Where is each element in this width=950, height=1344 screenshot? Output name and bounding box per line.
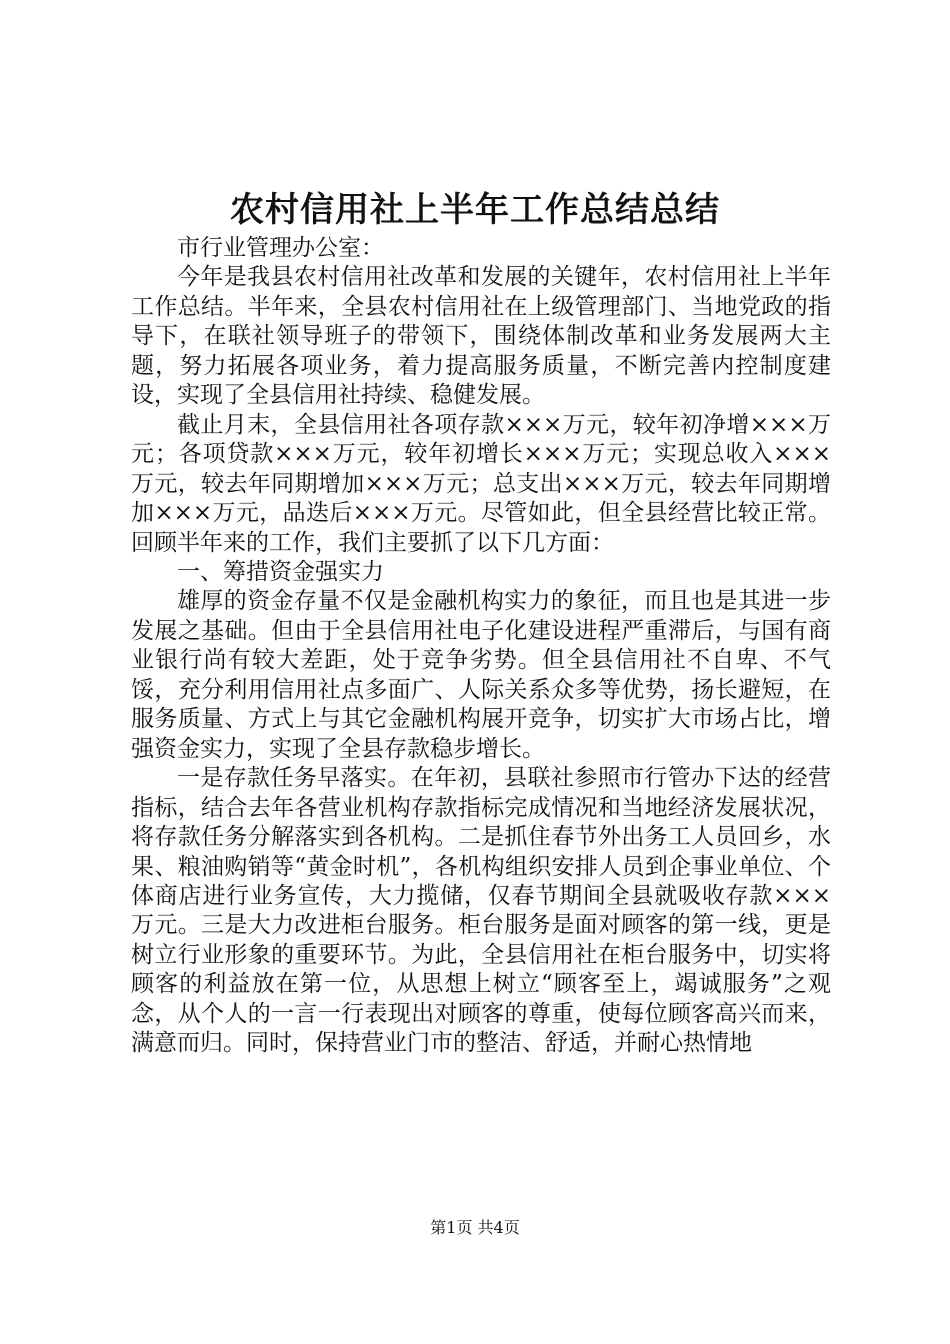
paragraph-salutation: 市行业管理办公室： — [177, 235, 384, 261]
paragraph-funding: 雄厚的资金存量不仅是金融机构实力的象征，而且也是其进一步发展之基础。但由于全县信用社电子化建设进程严重滞后，与国有商业银行尚有较大差距，处于竞争劣势。但全县信用社不自卑、不气馁，充分利用信用社点多面广、人际关系众多等优势，扬长避短，在服务质量、方式上与其它金融机构展开竞争，切实扩大市场占比，增强资金实力，实现了全县存款稳步增长。 — [131, 588, 831, 762]
document-title: 农村信用社上半年工作总结总结 — [230, 190, 720, 230]
section-heading-1: 一、筹措资金强实力 — [177, 558, 384, 585]
page-number: 第1页 共4页 — [430, 1218, 520, 1237]
document-body — [131, 234, 831, 1059]
paragraph-deposits: 一是存款任务早落实。在年初，县联社参照市行管办下达的经营指标，结合去年各营业机构存款指标完成情况和当地经济发展状况，将存款任务分解落实到各机构。二是抓住春节外出务工人员回乡，水果、粮油购销等“黄金时机”，各机构组织安排人员到企事业单位、个体商店进行业务宣传，大力揽储，仅春节期间全县就吸收存款×××万元。三是大力改进柜台服务。柜台服务是面对顾客的第一线，更是树立行业形象的重要环节。为此，全县信用社在柜台服务中，切实将顾客的利益放在第一位，从思想上树立“顾客至上，竭诚服务”之观念，从个人的一言一行表现出对顾客的尊重，使每位顾客高兴而来，满意而归。同时，保持营业门市的整洁、舒适，并耐心热情地 — [131, 765, 831, 1057]
paragraph-intro: 今年是我县农村信用社改革和发展的关键年，农村信用社上半年工作总结。半年来，全县农村信用社在上级管理部门、当地党政的指导下，在联社领导班子的带领下，围绕体制改革和业务发展两大主题，努力拓展各项业务，着力提高服务质量，不断完善内控制度建设，实现了全县信用社持续、稳健发展。 — [131, 264, 831, 409]
paragraph-figures: 截止月末，全县信用社各项存款×××万元，较年初净增×××万元；各项贷款×××万元，较年初增长×××万元；实现总收入×××万元，较去年同期增加×××万元；总支出×××万元，较去年同期增加×××万元，品迭后×××万元。尽管如此，但全县经营比较正常。回顾半年来的工作，我们主要抓了以下几方面： — [131, 411, 831, 556]
